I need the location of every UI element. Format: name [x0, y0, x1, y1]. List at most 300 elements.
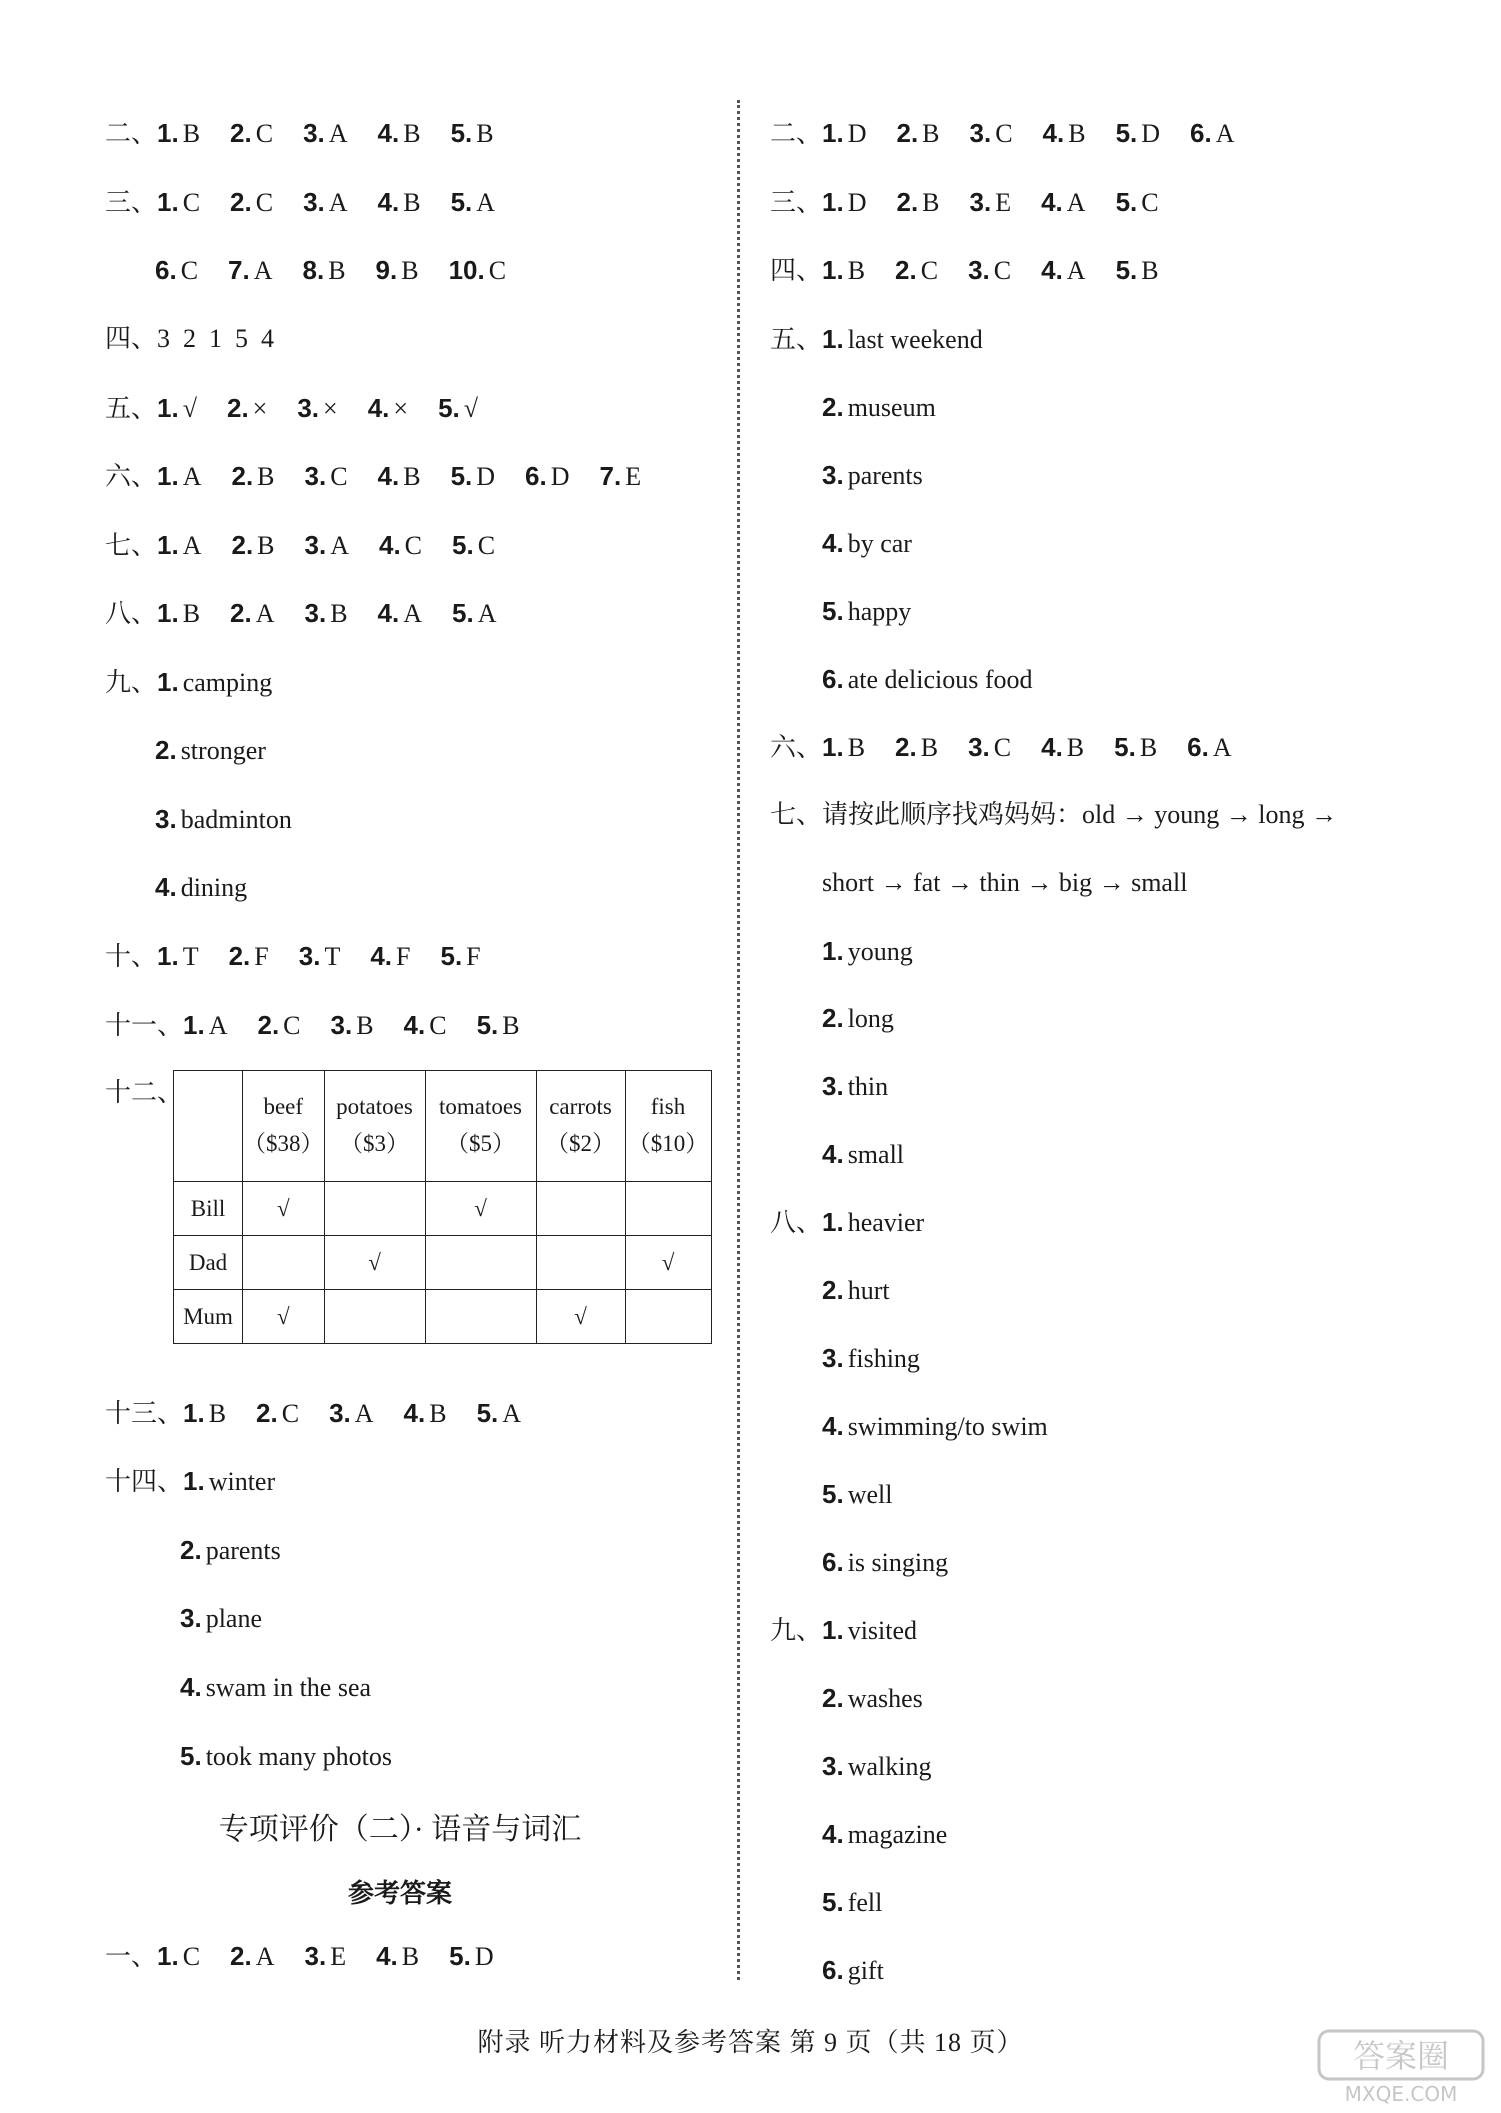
item-answer: B: [429, 1399, 447, 1428]
item-number: 3.: [303, 187, 325, 217]
answer-item: [227, 394, 267, 423]
item-answer: fell: [847, 1888, 883, 1917]
item-number: 4.: [376, 1941, 398, 1971]
item-answer: E: [625, 462, 642, 491]
item-number: 6.: [822, 1547, 844, 1577]
answer-item: [896, 119, 939, 148]
item-number: 3.: [304, 1941, 327, 1971]
item-answer: B: [257, 462, 275, 491]
item-answer: ×: [323, 394, 338, 423]
section-number: 六、: [770, 733, 823, 762]
item-answer: ate delicious food: [847, 665, 1033, 694]
answer-line: [822, 870, 1187, 896]
answer-line: [105, 326, 274, 352]
item-number: 3.: [180, 1603, 202, 1633]
item-answer: camping: [182, 668, 273, 697]
answer-line: [105, 1468, 305, 1495]
answer-item: [449, 1942, 493, 1971]
answer-line: [155, 806, 322, 833]
item-answer: D: [476, 462, 496, 491]
answer-item: [449, 256, 507, 285]
item-answer: B: [356, 1011, 374, 1040]
item-answer: A: [255, 1942, 275, 1971]
item-answer: T: [182, 942, 199, 971]
answer-item: [1043, 119, 1086, 148]
item-answer: B: [1066, 733, 1085, 762]
item-answer: swam in the sea: [205, 1673, 372, 1702]
item-number: 4.: [377, 118, 400, 148]
item-answer: B: [401, 1942, 420, 1971]
answer-item: [157, 119, 200, 148]
table-header-cell: [324, 1071, 425, 1182]
item-number: 5.: [450, 461, 473, 491]
item-answer: C: [182, 1942, 201, 1971]
section-number: 九、: [105, 668, 158, 697]
table-cell: [425, 1290, 536, 1344]
item-answer: C: [281, 1399, 300, 1428]
answer-line: [770, 120, 1265, 147]
answer-item: [822, 1344, 920, 1373]
item-number: 5.: [1115, 255, 1138, 285]
answer-line: [822, 1481, 922, 1508]
answer-line: [105, 600, 526, 627]
item-answer: E: [995, 188, 1012, 217]
item-answer: dining: [180, 873, 248, 902]
answer-line: [822, 1821, 977, 1848]
table-cell: [324, 1182, 425, 1236]
item-number: 4.: [403, 1010, 426, 1040]
table-cell: [536, 1182, 625, 1236]
answer-item: [822, 256, 865, 285]
answer-item: [376, 256, 419, 285]
header-name: potatoes: [336, 1094, 413, 1120]
row-name: Bill: [174, 1182, 243, 1236]
item-number: 3.: [304, 461, 327, 491]
item-number: 4.: [377, 598, 400, 628]
answer-item: [1116, 188, 1159, 217]
item-number: 1.: [157, 530, 179, 560]
answer-item: [525, 462, 569, 491]
item-number: 2.: [228, 941, 251, 971]
item-answer: E: [330, 1942, 347, 1971]
answer-line: [155, 737, 296, 764]
answer-item: [451, 462, 495, 491]
answer-item: [329, 1399, 373, 1428]
item-answer: B: [922, 188, 940, 217]
item-number: 4.: [1041, 255, 1063, 285]
item-answer: D: [1141, 119, 1161, 148]
answer-item: [822, 1548, 948, 1577]
answer-item: [822, 1072, 888, 1101]
item-number: 3.: [822, 1071, 844, 1101]
answer-item: [822, 1684, 923, 1713]
item-answer: C: [1141, 188, 1159, 217]
item-answer: A: [208, 1011, 228, 1040]
item-number: 2.: [256, 1398, 278, 1428]
answer-item: [157, 394, 197, 423]
item-answer: hurt: [847, 1276, 890, 1305]
item-answer: well: [847, 1480, 893, 1509]
row-name: Dad: [174, 1236, 243, 1290]
item-number: 5.: [452, 530, 474, 560]
table-cell: [243, 1236, 325, 1290]
item-number: 1.: [157, 941, 179, 971]
table-cell: [625, 1290, 711, 1344]
item-number: 3.: [155, 804, 177, 834]
item-number: 6.: [155, 255, 177, 285]
item-number: 4.: [180, 1672, 202, 1702]
item-number: 5.: [438, 393, 460, 423]
answer-item: [970, 119, 1013, 148]
item-answer: B: [476, 119, 494, 148]
section-number: 六、: [105, 462, 158, 491]
item-answer: A: [1066, 256, 1086, 285]
answer-item: [1187, 733, 1231, 762]
answer-item: [822, 1956, 884, 1985]
item-answer: A: [476, 188, 496, 217]
item-number: 5.: [450, 118, 473, 148]
row-name: Mum: [174, 1290, 243, 1344]
answer-item: [231, 531, 274, 560]
table-row: [174, 1236, 712, 1290]
item-number: 4.: [1041, 732, 1063, 762]
table-cell: [324, 1290, 425, 1344]
item-number: 1.: [183, 1466, 205, 1496]
answer-line: [822, 666, 1063, 693]
answer-item: [368, 394, 408, 423]
answer-item: [230, 188, 273, 217]
item-number: 3.: [822, 1343, 844, 1373]
item-answer: A: [328, 188, 348, 217]
answer-item: [378, 599, 422, 628]
item-number: 2.: [231, 461, 254, 491]
answer-line: [180, 1674, 401, 1701]
item-answer: A: [502, 1399, 522, 1428]
item-answer: √: [182, 394, 197, 423]
item-number: 6.: [1187, 732, 1209, 762]
answer-item: [822, 733, 865, 762]
item-answer: A: [1215, 119, 1235, 148]
answer-item: [155, 256, 198, 285]
item-answer: C: [182, 188, 201, 217]
item-number: 2.: [822, 1275, 844, 1305]
item-answer: √: [463, 394, 479, 423]
item-number: 1.: [157, 1941, 179, 1971]
answer-item: [440, 942, 480, 971]
item-number: 5.: [822, 1479, 844, 1509]
item-number: 8.: [302, 255, 325, 285]
section-number: 三、: [105, 188, 158, 217]
answer-line: [770, 257, 1189, 284]
item-number: 4.: [378, 530, 401, 560]
item-number: 1.: [822, 324, 844, 354]
item-answer: B: [502, 1011, 520, 1040]
answer-item: [822, 1820, 947, 1849]
answer-line: [822, 1345, 950, 1372]
item-answer: thin: [847, 1072, 889, 1101]
answer-line: [822, 1549, 978, 1576]
table-cell: [425, 1236, 536, 1290]
answer-item: [155, 805, 292, 834]
item-number: 1.: [822, 936, 844, 966]
answer-line: [822, 1889, 912, 1916]
answer-item: [180, 1742, 392, 1771]
item-answer: C: [404, 531, 423, 560]
item-number: 6.: [822, 1955, 844, 1985]
item-number: 3.: [969, 118, 992, 148]
item-answer: D: [550, 462, 570, 491]
item-number: 1.: [822, 1615, 844, 1645]
item-number: 3.: [329, 1398, 351, 1428]
answer-item: [157, 668, 272, 697]
item-answer: B: [330, 599, 348, 628]
answer-item: [303, 256, 346, 285]
answer-item: [822, 1480, 892, 1509]
item-number: 3.: [969, 187, 992, 217]
item-number: 1.: [822, 255, 844, 285]
item-answer: happy: [847, 597, 912, 626]
table-cell: [625, 1182, 711, 1236]
item-number: 5.: [476, 1398, 499, 1428]
answer-item: [228, 256, 272, 285]
shopping-table: [173, 1070, 712, 1344]
table-cell: √: [536, 1290, 625, 1344]
answer-item: [157, 942, 199, 971]
section-number: 五、: [105, 394, 158, 423]
column-divider: [737, 100, 740, 1980]
item-number: 2.: [231, 530, 254, 560]
section-number: 十三、: [105, 1399, 184, 1428]
item-number: 2.: [257, 1010, 280, 1040]
answer-item: [180, 1604, 262, 1633]
item-answer: B: [182, 119, 201, 148]
watermark-logo: [1311, 2027, 1491, 2107]
section-number: 二、: [770, 119, 823, 148]
item-number: 2.: [895, 732, 917, 762]
answer-item: [305, 599, 348, 628]
answer-item: [822, 1412, 1048, 1441]
answer-line: [105, 532, 525, 559]
item-number: 1.: [822, 118, 844, 148]
answer-line: [105, 943, 511, 970]
item-number: 4.: [822, 1819, 844, 1849]
item-answer: fishing: [847, 1344, 920, 1373]
item-number: 5.: [822, 1887, 844, 1917]
answer-line: [770, 189, 1189, 216]
section-number: 一、: [105, 1942, 158, 1971]
answer-item: [230, 119, 273, 148]
answer-item: [1041, 188, 1085, 217]
item-answer: ×: [252, 394, 268, 423]
item-number: 4.: [367, 393, 390, 423]
answer-item: [303, 188, 347, 217]
item-answer: parents: [205, 1536, 281, 1565]
item-answer: A: [477, 599, 497, 628]
item-number: 5.: [1115, 187, 1138, 217]
item-number: 4.: [1042, 118, 1065, 148]
answer-text: 请按此顺序找鸡妈妈：old → young → long →: [822, 800, 1337, 829]
item-number: 3.: [303, 118, 325, 148]
item-answer: B: [920, 733, 939, 762]
item-answer: F: [254, 942, 269, 971]
item-number: 5.: [449, 1941, 471, 1971]
answer-item: [822, 1140, 904, 1169]
header-price: （$10）: [627, 1131, 709, 1156]
item-answer: A: [182, 462, 202, 491]
item-number: 5.: [452, 598, 474, 628]
header-name: beef: [263, 1094, 304, 1120]
item-number: 1.: [822, 1207, 844, 1237]
answer-item: [183, 1011, 227, 1040]
section-number: 三、: [770, 188, 823, 217]
item-answer: small: [847, 1140, 905, 1169]
header-name: tomatoes: [438, 1094, 523, 1120]
table-cell: √: [243, 1290, 325, 1344]
item-number: 1.: [183, 1398, 205, 1428]
section-number: 七、: [770, 800, 823, 829]
item-answer: C: [993, 256, 1012, 285]
answer-item: [331, 1011, 374, 1040]
answer-line: [180, 1743, 422, 1770]
answer-item: [968, 256, 1011, 285]
answer-item: [379, 531, 422, 560]
item-number: 2.: [230, 1941, 252, 1971]
answer-item: [452, 599, 496, 628]
item-number: 1.: [157, 118, 179, 148]
answer-item: [378, 462, 421, 491]
item-answer: B: [847, 256, 866, 285]
answer-line: [822, 598, 941, 625]
answer-item: [183, 1467, 275, 1496]
item-answer: B: [403, 119, 421, 148]
item-number: 2.: [230, 598, 252, 628]
section-number: 十四、: [105, 1467, 184, 1496]
section-number: 五、: [770, 325, 823, 354]
answer-item: [376, 1942, 419, 1971]
item-answer: A: [330, 531, 349, 560]
answer-line: [822, 1413, 1078, 1440]
item-answer: F: [396, 942, 411, 971]
item-number: 4.: [822, 528, 844, 558]
item-number: 5.: [180, 1741, 202, 1771]
answer-line: [822, 1753, 961, 1780]
item-answer: visited: [847, 1616, 918, 1645]
item-number: 9.: [375, 255, 398, 285]
item-number: 4.: [377, 187, 400, 217]
item-number: 1.: [183, 1010, 205, 1040]
item-answer: C: [330, 462, 348, 491]
section-number: 十二、: [105, 1078, 184, 1107]
item-answer: A: [182, 531, 202, 560]
item-number: 3.: [822, 460, 844, 490]
item-answer: B: [208, 1399, 227, 1428]
item-answer: by car: [847, 529, 912, 558]
table-header-cell: [625, 1071, 711, 1182]
item-number: 4.: [1041, 187, 1063, 217]
answer-text: short → fat → thin → big → small: [822, 868, 1188, 897]
answer-item: [1114, 733, 1157, 762]
item-answer: is singing: [847, 1548, 949, 1577]
item-answer: B: [403, 462, 421, 491]
answer-line: [822, 1957, 914, 1984]
item-answer: A: [328, 119, 348, 148]
item-answer: B: [401, 256, 419, 285]
table-row: [174, 1290, 712, 1344]
answer-item: [404, 1399, 447, 1428]
item-answer: B: [1141, 256, 1159, 285]
item-number: 5.: [440, 941, 463, 971]
item-answer: D: [474, 1942, 494, 1971]
item-answer: swimming/to swim: [847, 1412, 1048, 1441]
item-number: 6.: [525, 461, 547, 491]
answer-item: [895, 733, 938, 762]
item-number: 3.: [822, 1751, 844, 1781]
item-answer: winter: [208, 1467, 276, 1496]
item-number: 10.: [448, 255, 485, 285]
answer-item: [230, 599, 274, 628]
answer-line: [155, 874, 277, 901]
item-answer: C: [477, 531, 496, 560]
answer-line: [770, 734, 1262, 761]
answer-line: [105, 669, 302, 696]
header-name: fish: [650, 1094, 686, 1120]
item-number: 5.: [1115, 118, 1138, 148]
answer-item: [970, 188, 1012, 217]
answer-item: [822, 1752, 931, 1781]
answer-item: [438, 394, 478, 423]
item-answer: A: [403, 599, 423, 628]
answer-text: 3 2 1 5 4: [157, 324, 275, 353]
item-answer: A: [253, 256, 273, 285]
answer-item: [822, 1208, 924, 1237]
answer-item: [822, 665, 1033, 694]
answer-item: [822, 1004, 894, 1033]
answer-item: [822, 1616, 917, 1645]
answer-item: [1041, 733, 1084, 762]
answer-item: [477, 1011, 520, 1040]
answer-item: [180, 1536, 281, 1565]
answer-line: [155, 257, 536, 284]
item-answer: F: [466, 942, 481, 971]
answer-item: [404, 1011, 447, 1040]
answer-item: [180, 1673, 371, 1702]
item-answer: long: [847, 1004, 894, 1033]
item-answer: D: [847, 188, 867, 217]
answer-item: [305, 462, 348, 491]
item-answer: B: [1139, 733, 1158, 762]
answer-item: [822, 325, 983, 354]
item-number: 2.: [155, 735, 177, 765]
item-answer: washes: [847, 1684, 923, 1713]
item-answer: museum: [847, 393, 936, 422]
section-number: 八、: [770, 1208, 823, 1237]
section-number: 四、: [105, 324, 158, 353]
item-answer: C: [180, 256, 199, 285]
section-number: 八、: [105, 599, 158, 628]
answer-item: [452, 531, 495, 560]
answer-line: [770, 1617, 947, 1644]
answer-item: [257, 1011, 300, 1040]
item-number: 4.: [403, 1398, 426, 1428]
answer-item: [157, 1942, 200, 1971]
item-answer: B: [257, 531, 275, 560]
answer-item: [1116, 119, 1160, 148]
item-number: 7.: [228, 255, 250, 285]
item-answer: B: [1068, 119, 1086, 148]
item-answer: walking: [847, 1752, 932, 1781]
item-number: 2.: [226, 393, 249, 423]
table-header-cell: [536, 1071, 625, 1182]
